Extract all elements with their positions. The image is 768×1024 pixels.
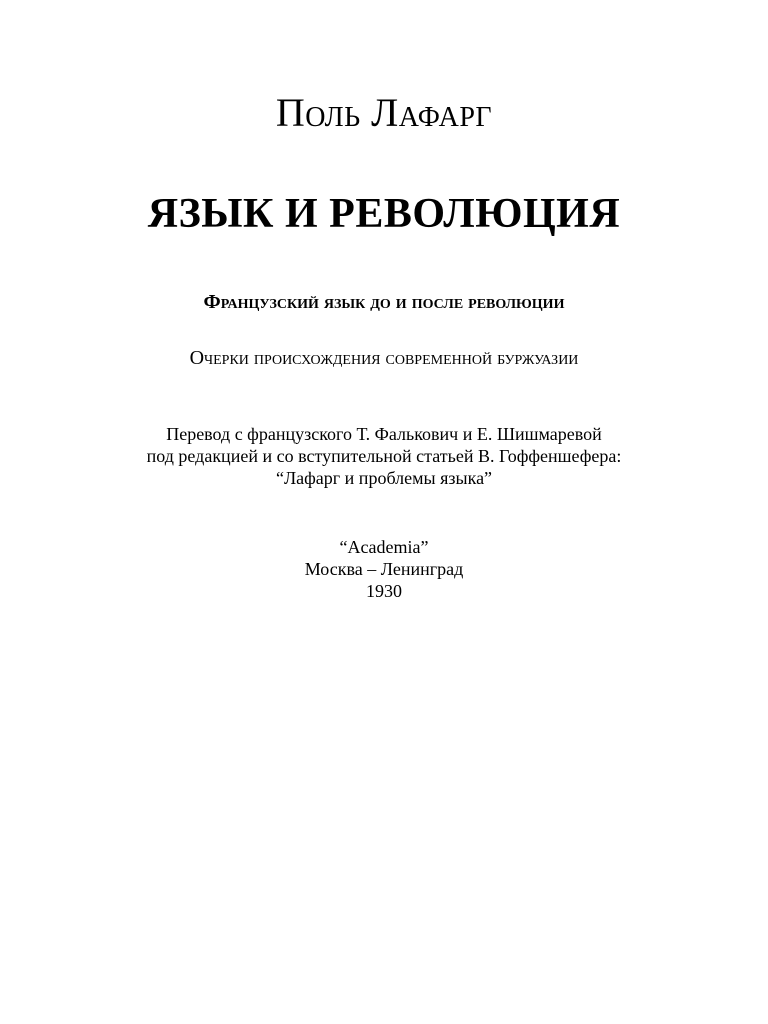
publisher-name: “Academia” — [339, 537, 429, 557]
credits-line-editor: под редакцией и со вступительной статьей В. Гоффеншефера: — [146, 446, 622, 466]
credits-line-article: “Лафарг и проблемы языка” — [275, 468, 493, 488]
publication-year: 1930 — [366, 581, 402, 601]
book-title: ЯЗЫК И РЕВОЛЮЦИЯ — [147, 191, 621, 237]
series-title: Очерки происхождения современной буржуазии — [189, 347, 579, 369]
translation-credits — [0, 423, 768, 489]
book-subtitle: Французский язык до и после революции — [203, 291, 565, 313]
credits-line-translators: Перевод с французского Т. Фалькович и Е. Шишмаревой — [166, 424, 602, 444]
publication-place: Москва – Ленинград — [304, 559, 464, 579]
author-name: Поль Лафарг — [275, 90, 493, 135]
imprint — [0, 536, 768, 602]
